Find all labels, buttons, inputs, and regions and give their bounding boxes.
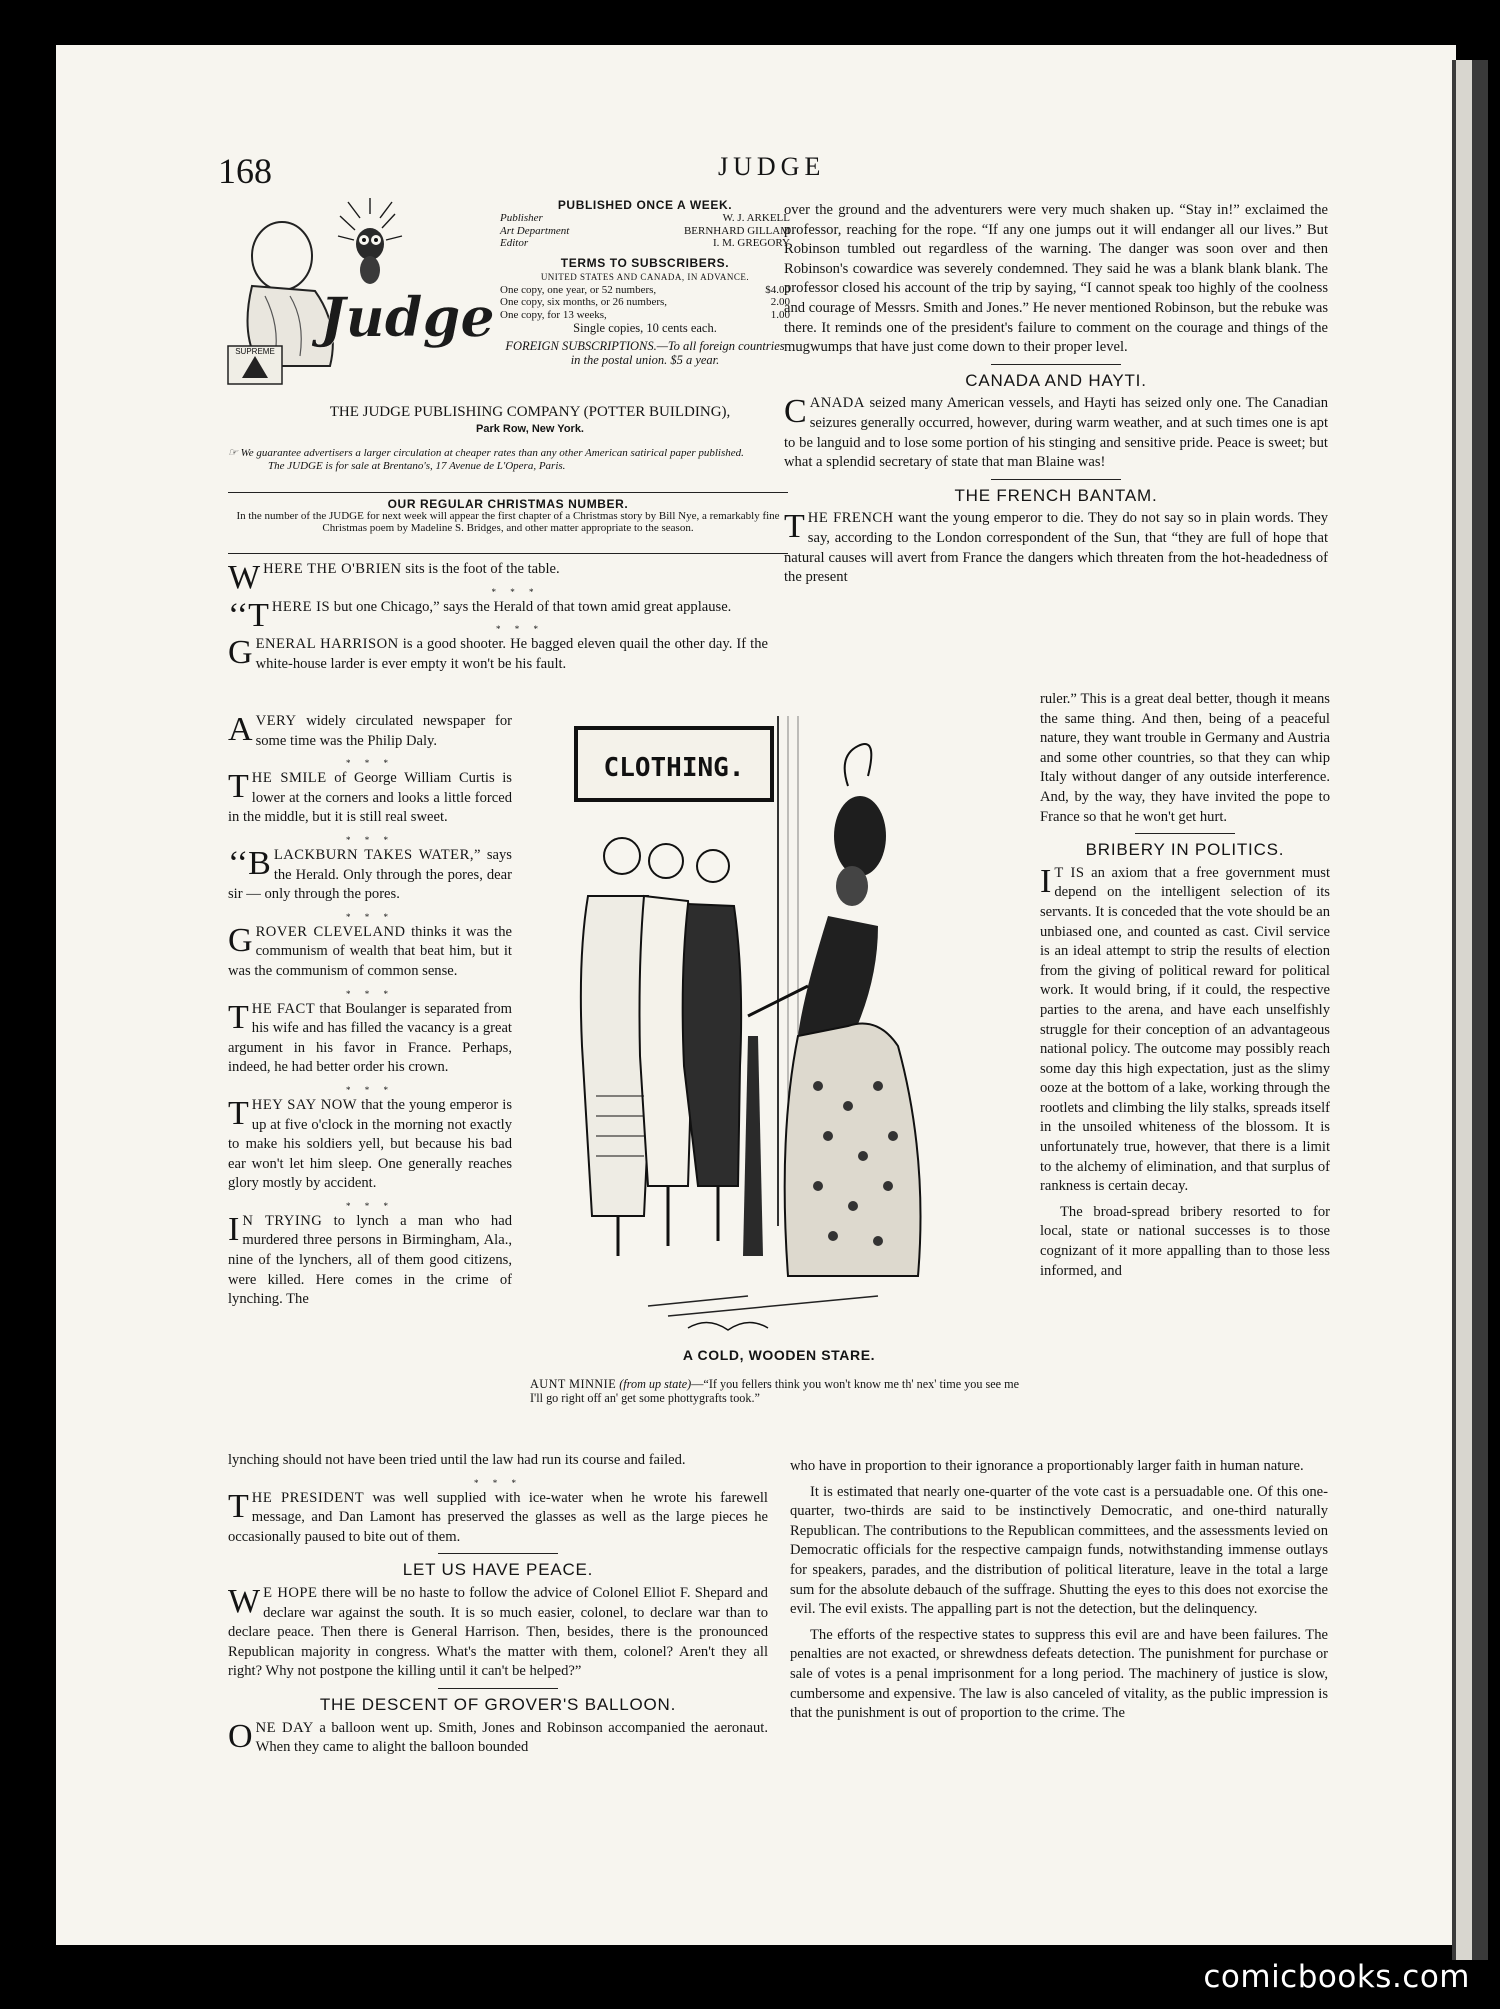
staff-name: W. J. ARKELL <box>722 212 790 224</box>
lead-in: VERY <box>255 713 297 729</box>
terms-price: 2.00 <box>770 296 790 308</box>
terms-list <box>500 284 790 322</box>
cartoon-illustration <box>548 716 1010 1346</box>
drop-cap: T <box>228 998 249 1036</box>
body-text: sits is the foot of the table. <box>401 561 560 577</box>
divider <box>438 1553 558 1554</box>
drop-cap: A <box>228 711 253 748</box>
body-text: that Boulanger is separated from his wife and has filled the vacancy is a great argument in his favor in France. Perhaps, indeed, he had better order his crown. <box>228 1000 512 1076</box>
terms-price: 1.00 <box>770 308 790 321</box>
drop-cap: O <box>228 1717 253 1755</box>
balloon-paragraph <box>228 1719 768 1758</box>
drop-cap: T <box>228 768 249 806</box>
drop-cap: ‘‘B <box>228 844 271 882</box>
paris-sale-text: The JUDGE is for sale at Brentano's, 17 Avenue de L'Opera, Paris. <box>268 459 566 472</box>
canada-heading: CANADA AND HAYTI. <box>965 370 1147 390</box>
divider <box>438 1688 558 1689</box>
left-column-top <box>228 560 768 680</box>
drop-cap: I <box>228 1210 240 1248</box>
staff-role: Publisher <box>500 212 543 224</box>
star-separator: * * * <box>495 624 544 635</box>
drop-cap: G <box>228 634 253 672</box>
judge-logo-text: Judge <box>320 285 495 349</box>
drop-cap: C <box>784 393 807 431</box>
company-address: Park Row, New York. <box>475 423 584 435</box>
staff-role: Editor <box>500 237 529 249</box>
paragraph <box>228 1096 512 1194</box>
watermark: comicbooks.com <box>1203 1959 1470 1995</box>
bribery-heading: BRIBERY IN POLITICS. <box>1085 840 1285 860</box>
drop-cap: ‘‘T <box>228 596 269 634</box>
drop-cap: T <box>784 508 805 546</box>
bribery-paragraph-2: The broad-spread bribery resorted to for local, state or national successes is to those cognizant of it more appalling than to those less informed, and <box>1040 1203 1330 1279</box>
cartoon-speech <box>530 1377 1030 1405</box>
terms-label: One copy, for 13 weeks, <box>500 308 607 321</box>
terms-title: TERMS TO SUBSCRIBERS. <box>560 255 730 270</box>
staff-name: I. M. GREGORY <box>712 237 790 249</box>
next-page-edge <box>1456 60 1472 1960</box>
right-column-narrow <box>1040 690 1330 1287</box>
body-text: there will be no haste to follow the advice of Colonel Elliot F. Shepard and declare war against the south. It is so much easier, colonel, to declare war than to declare peace. Then there is General Harrison. Then, besides, there is the pronounced Republican majority in congress. What's the matter with them, colonel? Aren't they all right? Why not postpone the killing until it can't be helped?” <box>228 1584 768 1680</box>
body-text: want the young emperor to die. They do not say so in plain words. They say, according to the London correspondent of the Sun, that “they are full of hope that natural causes will avert from France the dangers which threaten from the hot-headedness of the present <box>784 510 1328 586</box>
terms-label: One copy, six months, or 26 numbers, <box>500 296 668 308</box>
divider <box>991 479 1121 480</box>
star-separator: * * * <box>474 1477 522 1488</box>
paragraph <box>228 1212 512 1310</box>
clothing-sign: CLOTHING. <box>603 753 745 783</box>
body-text: was well supplied with ice-water when he wrote his farewell message, and Dan Lamont has preserved the glasses as well as the large pieces he occasionally paused to bite out of them. <box>228 1489 768 1545</box>
divider <box>228 553 788 554</box>
terms-price: $4.00 <box>765 283 790 296</box>
body-text: a balloon went up. Smith, Jones and Robinson accompanied the aeronaut. When they came to alight the balloon bounded <box>255 1719 768 1756</box>
page-number: 168 <box>218 151 272 191</box>
lead-in: HE PRESIDENT <box>251 1489 365 1506</box>
cartoon-caption: A COLD, WOODEN STARE. <box>682 1347 876 1363</box>
lead-in: HE SMILE <box>251 770 327 787</box>
left-column-narrow <box>228 712 512 1316</box>
body-text: to lynch a man who had murdered three persons in Birmingham, Ala., nine of the lynchers, all of them good citizens, were killed. Here comes in the crime of lynching. The <box>228 1212 512 1308</box>
staff-name: BERNHARD GILLAM <box>683 224 790 237</box>
body-text: that the young emperor is up at five o'clock in the morning not exactly to make his soldiers yell, but because his bad ear won't let him sleep. One generally reaches glory mostly by accident. <box>228 1096 512 1192</box>
terms-row <box>500 309 790 322</box>
right-column-bottom <box>790 1457 1328 1730</box>
lead-in: N TRYING <box>242 1212 323 1229</box>
bribery-continuation: who have in proportion to their ignorance a proportionably larger faith in human nature. <box>790 1458 1304 1474</box>
lead-in: LACKBURN TAKES WATER,” <box>273 846 481 863</box>
body-text: seized many American vessels, and Hayti has seized only one. The Canadian seizures generally occurred, however, during warm weather, and at such times one is apt to be languid and to lose some portion of his stinging and sensitive pride. Peace is sweet; but what a splendid secretary of state that man Blaine was! <box>784 395 1328 471</box>
lynching-continuation: lynching should not have been tried until the law had run its course and failed. <box>228 1452 686 1468</box>
divider <box>1135 833 1235 834</box>
paragraph <box>228 559 768 596</box>
canada-paragraph <box>784 394 1328 472</box>
bantam-continuation: ruler.” This is a great deal better, though it means the same thing. And then, being of a peaceful nature, they want trouble in Germany and Austria and some other countries, so that they can whip Italy without danger of any outside interference. And, by the way, they have invited the pope to France so that he won't get hurt. <box>1040 691 1330 825</box>
peace-heading: LET US HAVE PEACE. <box>402 1560 594 1580</box>
drop-cap: G <box>228 921 253 959</box>
star-separator: * * * <box>346 834 394 845</box>
divider <box>228 492 788 493</box>
lead-in: T IS <box>1054 864 1085 881</box>
lead-in: HERE THE O'BRIEN <box>263 561 402 577</box>
bribery-paragraph-1 <box>1040 864 1330 1197</box>
terms-subtitle: UNITED STATES AND CANADA, IN ADVANCE. <box>540 271 750 282</box>
paragraph <box>228 923 512 982</box>
published-line: PUBLISHED ONCE A WEEK. <box>557 198 733 212</box>
drop-cap: I <box>1040 862 1052 900</box>
body-text: thinks it was the communism of wealth that beat him, but it was the communism of common sense. <box>228 923 512 979</box>
president-paragraph <box>228 1489 768 1548</box>
lead-in: ENERAL HARRISON <box>255 636 399 653</box>
paragraph <box>228 712 512 751</box>
staff-row <box>500 237 790 250</box>
lead-in: E HOPE <box>263 1584 318 1601</box>
lead-in: ROVER CLEVELAND <box>255 923 406 940</box>
lead-in: NE DAY <box>255 1719 314 1736</box>
speech-text: —“If you fellers think you won't know me th' nex' time you see me I'll go right off an' get some phottygrafts took.” <box>530 1377 1020 1405</box>
single-copies: Single copies, 10 cents each. <box>573 321 717 335</box>
staff-row <box>500 212 790 225</box>
guarantee-text: ☞ We guarantee advertisers a larger circulation at cheaper rates than any other American satirical paper published. <box>228 447 744 459</box>
terms-row <box>500 284 790 297</box>
bantam-heading: THE FRENCH BANTAM. <box>954 485 1158 505</box>
lead-in: HERE IS <box>271 598 331 615</box>
drop-cap: T <box>228 1487 249 1525</box>
star-separator: * * * <box>346 1084 394 1095</box>
christmas-number-title: OUR REGULAR CHRISTMAS NUMBER. <box>387 497 629 511</box>
body-text: of George William Curtis is lower at the corners and looks a little forced in the middle, but it is still real sweet. <box>228 770 512 826</box>
terms-row <box>500 296 790 309</box>
paragraph <box>228 769 512 828</box>
body-text: is a good shooter. He bagged eleven quail the other day. If the white-house larder is ever empty it won't be his fault. <box>255 636 768 672</box>
star-separator: * * * <box>346 911 394 922</box>
body-text: but one Chicago,” says the Herald of that town amid great applause. <box>330 598 732 615</box>
star-separator: * * * <box>491 586 540 597</box>
paragraph <box>228 846 512 905</box>
terms-label: One copy, one year, or 52 numbers, <box>500 283 657 296</box>
bribery-paragraph-3: It is estimated that nearly one-quarter of the vote cast is a persuadable one. Of this one-quarter, two-thirds are said to be instinctively Democratic, and one-third naturally Republican. The contributions to the Republican committees, and the assessments levied on Democratic officials for the respective campaign funds, notwithstanding immense outlays for speakers, parades, and the distribution of political literature, leave in the total a large sum for the absolute debauch of the suffrage. Shutting the eyes to this does not exorcise the evil. The evil exists. The appalling part is not the detection, but the delinquency. <box>790 1483 1328 1618</box>
christmas-number-body: In the number of the JUDGE for next week will appear the first chapter of a Christmas story by Bill Nye, a remarkably fine Christmas poem by Madeline S. Bridges, and other matter appropriate to the season. <box>236 510 780 534</box>
masthead-illustration <box>220 196 495 391</box>
box-label: SUPREME <box>235 347 275 356</box>
lead-in: HEY SAY NOW <box>251 1096 358 1113</box>
star-separator: * * * <box>346 758 394 769</box>
speaker-direction: (from up state) <box>619 1377 692 1391</box>
company-name: THE JUDGE PUBLISHING COMPANY (POTTER BUILDING), <box>329 404 731 420</box>
left-column-bottom <box>228 1451 768 1764</box>
drop-cap: W <box>228 559 261 596</box>
lead-in: HE FACT <box>251 1000 316 1017</box>
balloon-continuation: over the ground and the adventurers were very much shaken up. “Stay in!” exclaimed the professor, reaching for the rope. “If any one jumps out it will endanger all our lives.” But Robinson tumbled out regardless of the warning. The danger was soon over and then Robinson's cowardice was severely condemned. They said he was a blank blank blank. The professor closed his account of the trip by saying, “I cannot speak too highly of the coolness and courage of Messrs. Smith and Jones.” He never mentioned Robinson, but the rebuke was there. It reminds one of the president's failure to comment on the courage and things of the mugwumps that have just come down to their proper level. <box>784 202 1328 356</box>
staff-list <box>500 212 790 250</box>
lead-in: ANADA <box>809 395 865 412</box>
body-text: widely circulated newspaper for some time was the Philip Daly. <box>255 713 512 749</box>
peace-paragraph <box>228 1584 768 1682</box>
staff-row <box>500 225 790 238</box>
speaker-name: AUNT MINNIE <box>530 1377 617 1391</box>
paragraph <box>228 1000 512 1078</box>
running-head: JUDGE <box>718 152 826 181</box>
lead-in: HE FRENCH <box>807 510 894 527</box>
star-separator: * * * <box>346 1200 394 1211</box>
balloon-heading: THE DESCENT OF GROVER'S BALLOON. <box>319 1694 677 1714</box>
star-separator: * * * <box>346 988 394 999</box>
body-text: an axiom that a free government must depend on the intelligent selection of its servants. It is conceded that the vote should be an unbiased one, and counted as cast. Civil service is an ideal attempt to strip the results of election from the giving of political reward for political work. It would bring, if it could, the respective parties to the arena, and have each unselfishly struggle for their conception of an advantageous national policy. The outcome may possibly reach some day this high expectation, just as the slimy ooze at the bottom of a lake, working through the rootlets and climbing the lily stalks, spreads itself in the unsoiled whiteness of the blossom. It is unfortunately true, however, that there is a limit to the alchemy of elimination, and that surplus of rankness is certain decay. <box>1040 864 1330 1195</box>
paragraph <box>228 635 768 674</box>
foreign-subscriptions: FOREIGN SUBSCRIPTIONS.—To all foreign countries in the postal union. $5 a year. <box>505 339 785 367</box>
paragraph <box>228 596 768 634</box>
masthead-info <box>500 198 790 367</box>
drop-cap: W <box>228 1582 261 1620</box>
right-column-top <box>784 201 1328 588</box>
drop-cap: T <box>228 1094 249 1132</box>
divider <box>991 364 1121 365</box>
guarantee-note <box>228 447 788 472</box>
body-text: says the Herald. Only through the pores, dear sir — only through the pores. <box>228 846 512 903</box>
bribery-paragraph-4: The efforts of the respective states to suppress this evil are and have been failures. The penalties are not exacted, or shrewdness defeats detection. The punishment for purchase or sale of votes is a penal imprisonment for a long period. The machinery of justice is slow, cumbersome and expensive. The law is also canceled of vitality, as the public impression is that the punishment is out of proportion to the crime. The <box>790 1626 1328 1722</box>
bantam-paragraph <box>784 509 1328 587</box>
staff-role: Art Department <box>500 224 570 237</box>
publisher-block <box>270 404 790 438</box>
